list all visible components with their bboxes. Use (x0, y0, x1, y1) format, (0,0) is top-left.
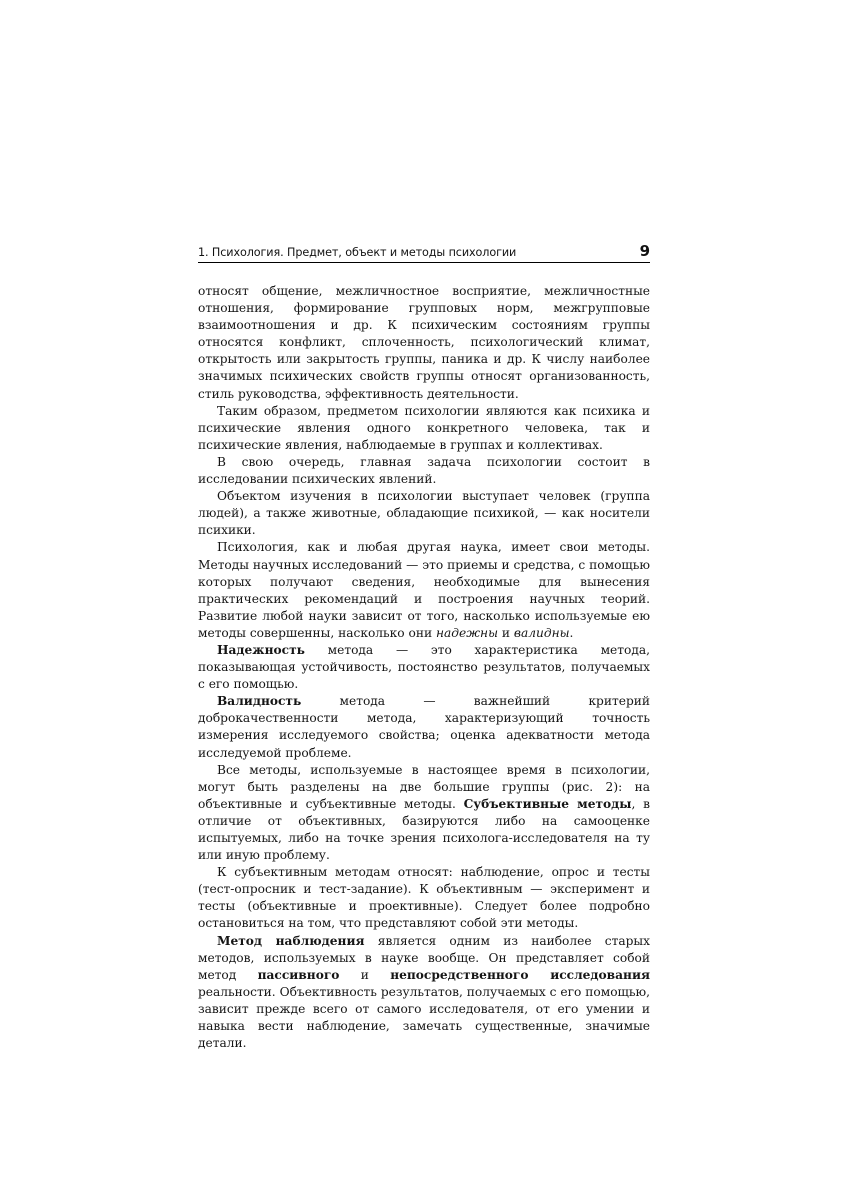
paragraph-text: метода — важнейший критерий доброкачественности метода, характеризующий точность измерения исследуемого свойства; оценка адекватности метода исследуемой проблеме. (198, 694, 650, 760)
italic-term-valid: валидны (513, 625, 570, 640)
paragraph-observation-method (198, 933, 650, 1053)
paragraph-subject-of-psychology: Таким образом, предметом психологии являются как психика и психические явления одного конкретного человека, так и психические явления, наблюдаемые в группах и коллективах. (198, 403, 650, 452)
paragraph-text: Психология, как и любая другая наука, имеет свои методы. Методы научных исследований — это приемы и средства, с помощью которых получают сведения, необходимые для вынесения практических рекомендаций и построения научных теорий. Развитие любой науки зависит от того, насколько используемые ею методы совершенны, насколько они (198, 540, 650, 640)
paragraph-main-task: В свою очередь, главная задача психологии состоит в исследовании психических явлений. (198, 454, 650, 487)
paragraph-methods (198, 539, 650, 642)
page-number: 9 (639, 242, 650, 260)
paragraph-continuation: относят общение, межличностное восприятие, межличностные отношения, формирование групповых норм, межгрупповые взаимоотношения и др. К психическим состояниям группы относятся конфликт, сплоченность, психологический климат, открытость или закрытость группы, паника и др. К числу наиболее значимых психических свойств группы относят организованность, стиль руководства, эффективность деятельности. (198, 284, 650, 401)
bold-term-direct-research: непосредственного исследования (390, 967, 651, 982)
paragraph-object-of-study: Объектом изучения в психологии выступает человек (группа людей), а также животные, обладающие психикой, — как носители психики. (198, 489, 650, 538)
bold-term-reliability: Надежность (217, 642, 305, 657)
paragraph-text: , в отличие от объективных, базируются либо на самооценке испытуемых, либо на точке зрения психолога-исследователя на ту или иную проблему. (198, 796, 650, 863)
bold-term-subjective-methods: Субъективные методы (463, 796, 632, 811)
paragraph-text: и (339, 967, 391, 982)
bold-term-validity: Валидность (217, 694, 302, 709)
book-page (198, 0, 650, 1200)
paragraph-text: метода — это характеристика метода, показывающая устойчивость, постоянство результатов, получаемых с его помощью. (198, 642, 650, 692)
paragraph-text: Все методы, используемые в настоящее время в психологии, могут быть разделены на две большие группы (рис. 2): на объективные и субъективные методы. (198, 762, 650, 811)
running-title: 1. Психология. Предмет, объект и методы психологии (198, 246, 517, 259)
paragraph-reliability (198, 642, 650, 693)
paragraph-method-groups (198, 762, 650, 865)
bold-term-observation-method: Метод наблюдения (217, 933, 365, 948)
paragraph-method-types: К субъективным методам относят: наблюдение, опрос и тесты (тест-опросник и тест-задание). К объективным — эксперимент и тесты (объективные и проективные). Следует более подробно остановиться на том, что представляют собой эти методы. (198, 865, 650, 931)
paragraph-text: и (498, 625, 514, 640)
italic-term-reliable: надежны (435, 625, 499, 640)
paragraph-validity (198, 693, 650, 761)
running-header (198, 242, 650, 263)
bold-term-passive: пассивного (257, 967, 340, 982)
body-text (198, 283, 650, 1052)
paragraph-text: реальности. Объективность результатов, получаемых с его помощью, зависит прежде всего от самого исследователя, от его умении и навыка вести наблюдение, замечать существенные, значимые детали. (198, 984, 650, 1051)
paragraph-text: является одним из наиболее старых методов, используемых в науке вообще. Он представляет собой метод (198, 933, 650, 982)
paragraph-text: . (569, 625, 574, 640)
